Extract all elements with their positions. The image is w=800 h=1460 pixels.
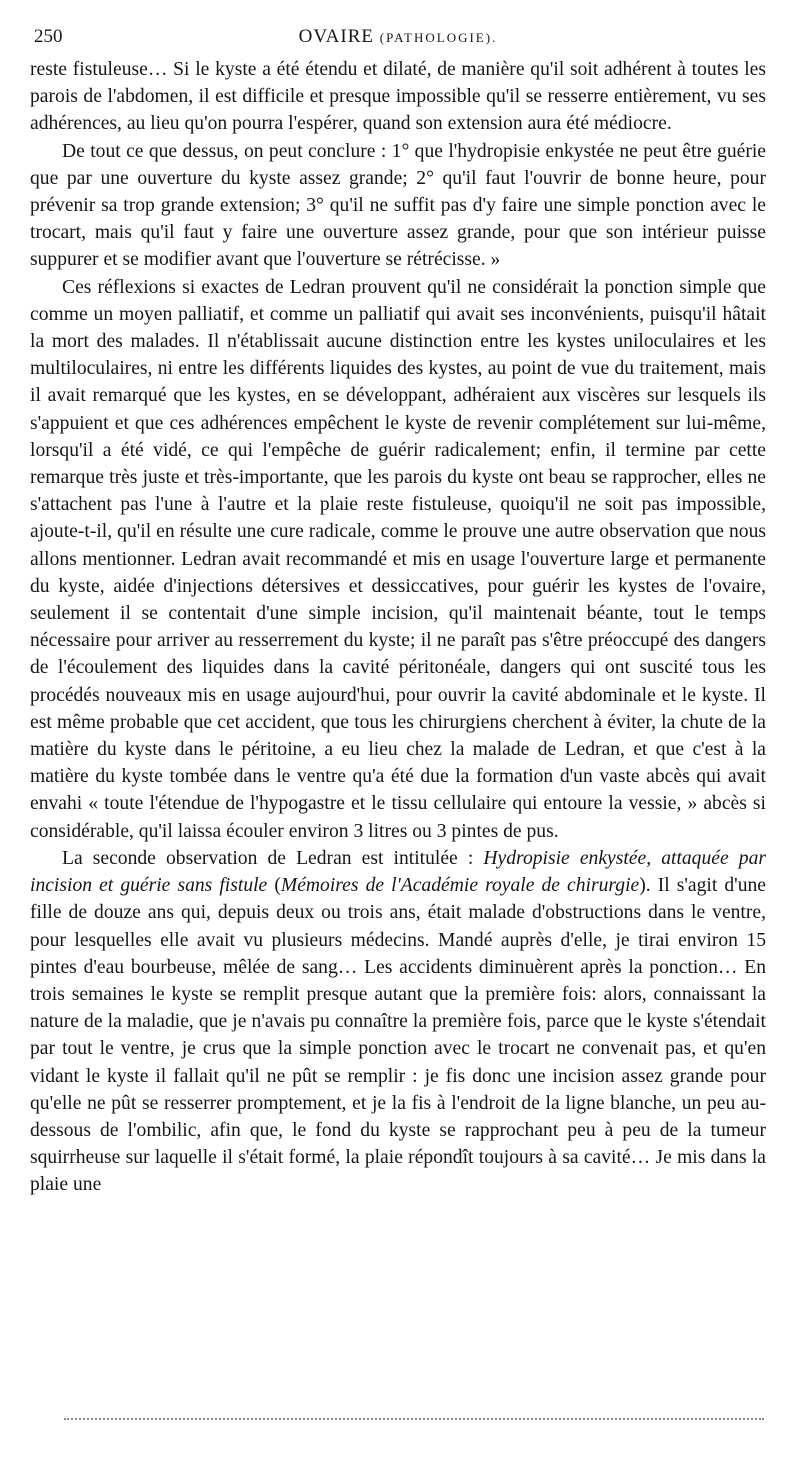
paragraph-2: De tout ce que dessus, on peut conclure : 1° que l'hydropisie enkystée ne peut être guérie que par une ouverture du kyste assez grande; 2° qu'il faut l'ouvrir de bonne heure, pour prévenir sa trop grande extension; 3° qu'il ne suffit pas d'y faire une simple ponction avec le trocart, mais qu'il faut y faire une ouverture assez grande, pour que son intérieur puisse suppurer et se modifier avant que l'ouverture se rétrécisse. » [30, 140, 766, 271]
paragraph-4-lead: La seconde observation de Ledran est intitulée : [62, 847, 484, 869]
running-head [30, 22, 766, 52]
paragraph-3: Ces réflexions si exactes de Ledran prouvent qu'il ne considérait la ponction simple que comme un moyen palliatif, et comme un palliatif qui avait ses inconvénients, puisqu'il hâtait la mort des malades. Il n'établissait aucune distinction entre les kystes uniloculaires et les multiloculaires, ni entre les différents liquides des kystes, au point de vue du traitement, mais il avait remarqué que les kystes, en se développant, adhéraient aux viscères sur lesquels ils s'appuient et que ces adhérences empêchent le kyste de revenir complétement sur lui-même, lorsqu'il a été vidé, ce qui l'empêche de guérir radicalement; enfin, il termine par cette remarque très juste et très-importante, que les parois du kyste ont beau se rapprocher, elles ne s'attachent pas l'une à l'autre et la plaie reste fistuleuse, quoiqu'il ne soit pas impossible, ajoute-t-il, qu'il en résulte une cure radicale, comme le prouve une autre observation que nous allons mentionner. Ledran avait recommandé et mis en usage l'ouverture large et permanente du kyste, aidée d'injections détersives et dessiccatives, pour guérir les kystes de l'ovaire, seulement il se contentait d'une simple incision, qu'il maintenait béante, tout le temps nécessaire pour arriver au resserrement du kyste; il ne paraît pas s'être préoccupé des dangers de l'écoulement des liquides dans la cavité péritonéale, dangers qui ont suscité tous les procédés nouveaux mis en usage aujourd'hui, pour ouvrir la cavité abdominale et le kyste. Il est même probable que cet accident, que tous les chirurgiens cherchent à éviter, la chute de la matière du kyste dans le péritoine, a eu lieu chez la malade de Ledran, et que c'est à la matière du kyste tombée dans le ventre qu'a été due la formation d'un vaste abcès qui avait envahi « toute l'étendue de l'hypogastre et le tissu cellulaire qui entoure la vessie, » abcès si considérable, qu'il laissa écouler environ 3 litres ou 3 pintes de pus. [30, 276, 766, 842]
paragraph-4-tail: ). Il s'agit d'une fille de douze ans qui, depuis deux ou trois ans, était malade d'obstructions dans le ventre, pour lesquelles elle avait vu plusieurs médecins. Mandé auprès d'elle, je tirai environ 15 pintes d'eau bourbeuse, mêlée de sang… Les accidents diminuèrent après la ponction… En trois semaines le kyste se remplit presque autant que la première fois: alors, connaissant la nature de la maladie, que je n'avais pu connaître la première fois, parce que le kyste s'étendait par tout le ventre, je crus que la simple ponction avec le trocart ne convenait pas, et qu'en vidant le kyste il fallait qu'il ne pût se remplir : je fis donc une incision assez grande pour qu'elle ne pût se resserrer promptement, et je la fis à l'endroit de la ligne blanche, un peu au-dessous de l'ombilic, afin que, le fond du kyste se rapprochant peu à peu de la tumeur squirrheuse sur laquelle il s'était formé, la plaie répondît toujours à sa cavité… Je mis dans la plaie une [30, 875, 767, 1196]
paragraph-4 [30, 845, 766, 1199]
paragraph-4-mid: ( [267, 875, 281, 897]
source-citation: Mémoires de l'Académie royale de chirurgie [280, 875, 640, 897]
paragraph-1: reste fistuleuse… Si le kyste a été étendu et dilaté, de manière qu'il soit adhérent à toutes les parois de l'abdomen, il est difficile et presque impossible qu'il se resserre entièrement, vu ses adhérences, au lieu qu'on pourra l'espérer, quand son extension aura été médiocre. [30, 59, 766, 135]
page-number: 250 [34, 26, 63, 47]
footer-rule [64, 1418, 764, 1420]
page [30, 22, 766, 1199]
observation-title: Hydropisie enkystée, attaquée par incision et guérie sans fistule [30, 847, 766, 897]
running-title-main: OVAIRE [298, 26, 374, 47]
running-title [30, 22, 766, 53]
running-title-sub: (PATHOLOGIE). [379, 30, 498, 45]
body-text [30, 56, 766, 1199]
